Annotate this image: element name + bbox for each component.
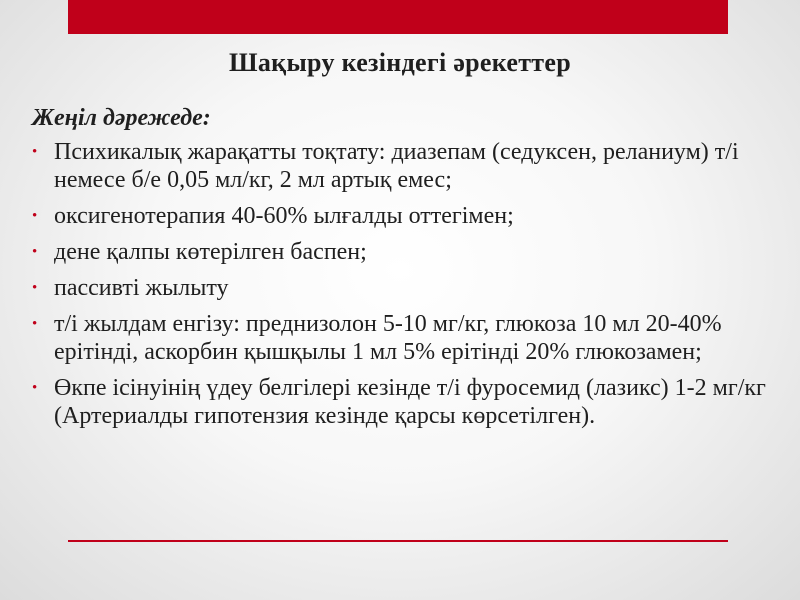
slide-title: Шақыру кезіндегі әрекеттер xyxy=(229,48,571,77)
bullet-list xyxy=(30,138,775,438)
bullet-text: дене қалпы көтерілген баспен; xyxy=(54,239,367,265)
bullet-text: т/і жылдам енгізу: преднизолон 5-10 мг/кг, глюкоза 10 мл 20-40% ерітінді, аскорбин қышқылы 1 мл 5% ерітінді 20% глюкозамен; xyxy=(54,311,722,365)
section-subheading: Жеңіл дәрежеде: xyxy=(32,105,211,131)
bullet-icon: • xyxy=(32,380,38,396)
bullet-icon: • xyxy=(32,144,38,160)
bullet-icon: • xyxy=(32,208,38,224)
bullet-text: пассивті жылыту xyxy=(54,275,229,301)
list-item xyxy=(30,374,775,430)
list-item xyxy=(30,138,775,194)
bullet-text: Өкпе ісінуінің үдеу белгілері кезінде т/і фуросемид (лазикс) 1-2 мг/кг (Артериалды гипотензия кезінде қарсы көрсетілген). xyxy=(54,375,766,429)
list-item xyxy=(30,238,775,266)
bullet-icon: • xyxy=(32,244,38,260)
bullet-icon: • xyxy=(32,280,38,296)
bullet-text: оксигенотерапия 40-60% ылғалды оттегімен; xyxy=(54,203,514,229)
bullet-text: Психикалық жарақатты тоқтату: диазепам (седуксен, реланиум) т/і немесе б/е 0,05 мл/кг, 2 мл артық емес; xyxy=(54,139,739,193)
bottom-divider xyxy=(68,540,728,542)
list-item xyxy=(30,310,775,366)
list-item xyxy=(30,202,775,230)
top-accent-bar xyxy=(68,0,728,34)
bullet-icon: • xyxy=(32,316,38,332)
list-item xyxy=(30,274,775,302)
